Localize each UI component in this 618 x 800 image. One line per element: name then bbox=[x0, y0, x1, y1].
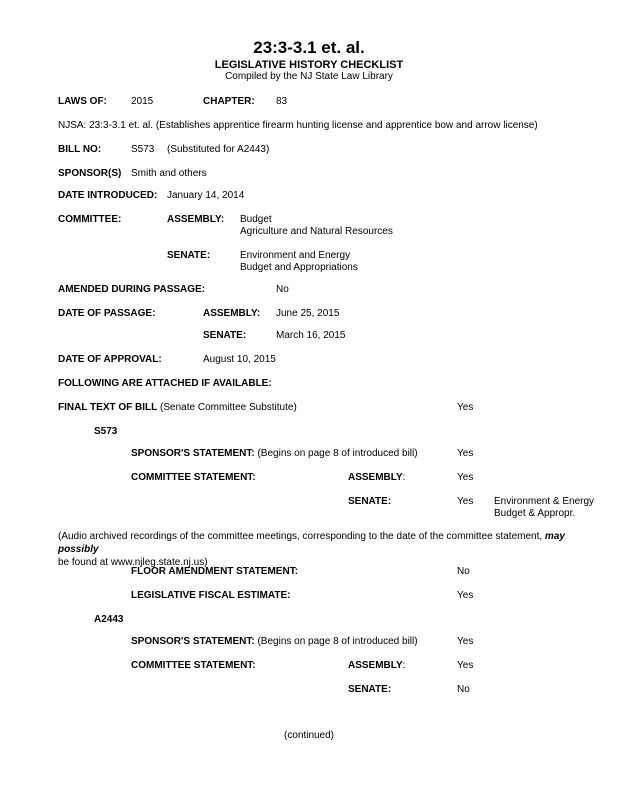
s573-assembly-line: ASSEMBLY: bbox=[348, 472, 406, 483]
a2443-senate-label: SENATE: bbox=[348, 684, 392, 695]
committee-label: COMMITTEE: bbox=[58, 214, 122, 225]
following-heading: FOLLOWING ARE ATTACHED IF AVAILABLE: bbox=[58, 378, 272, 389]
chapter-value: 83 bbox=[276, 96, 288, 107]
fiscal-estimate-value: Yes bbox=[457, 590, 474, 601]
s573-senate-value: Yes bbox=[457, 496, 474, 507]
audio-note-emphasis: may possibly bbox=[58, 531, 565, 555]
final-text-note: (Senate Committee Substitute) bbox=[160, 402, 297, 413]
bill-no-label: BILL NO: bbox=[58, 144, 102, 155]
committee-senate-value-2: Budget and Appropriations bbox=[240, 262, 358, 273]
floor-amendment-value: No bbox=[457, 566, 470, 577]
sponsor-label: SPONSOR(S) bbox=[58, 168, 122, 179]
bill-no-value: S573 bbox=[131, 144, 155, 155]
date-introduced-label: DATE INTRODUCED: bbox=[58, 190, 158, 201]
committee-assembly-value-1: Budget bbox=[240, 214, 272, 225]
passage-assembly-value: June 25, 2015 bbox=[276, 308, 340, 319]
final-text-label: FINAL TEXT OF BILL bbox=[58, 402, 158, 413]
audio-note-text-2: be found at www.njleg.state.nj.us) bbox=[58, 557, 208, 568]
a2443-committee-label: COMMITTEE STATEMENT: bbox=[131, 660, 256, 671]
bill-no-note: (Substituted for A2443) bbox=[167, 144, 270, 155]
s573-sponsor-label: SPONSOR'S STATEMENT: bbox=[131, 448, 255, 459]
a2443-sponsor-label: SPONSOR'S STATEMENT: bbox=[131, 636, 255, 647]
date-introduced-value: January 14, 2014 bbox=[167, 190, 245, 201]
a2443-assembly-label: ASSEMBLY bbox=[348, 660, 403, 671]
sponsor-value: Smith and others bbox=[131, 168, 207, 179]
s573-senate-committee-1: Environment & Energy bbox=[494, 496, 595, 507]
a2443-assembly-line: ASSEMBLY: bbox=[348, 660, 406, 671]
a2443-assembly-value: Yes bbox=[457, 660, 474, 671]
s573-assembly-value: Yes bbox=[457, 472, 474, 483]
a2443-heading: A2443 bbox=[94, 614, 124, 625]
s573-senate-committee-2: Budget & Appropr. bbox=[494, 508, 576, 519]
passage-senate-label: SENATE: bbox=[203, 330, 247, 341]
audio-note-text: (Audio archived recordings of the committee meetings, corresponding to the date of the committee statement, bbox=[58, 531, 545, 542]
a2443-sponsor-line bbox=[131, 636, 418, 648]
a2443-senate-value: No bbox=[457, 684, 470, 695]
audio-note bbox=[58, 530, 598, 569]
s573-heading: S573 bbox=[94, 426, 118, 437]
s573-sponsor-line bbox=[131, 448, 418, 460]
passage-senate-value: March 16, 2015 bbox=[276, 330, 346, 341]
s573-assembly-label: ASSEMBLY bbox=[348, 472, 403, 483]
s573-sponsor-note: (Begins on page 8 of introduced bill) bbox=[257, 448, 418, 459]
page-title: 23:3-3.1 et. al. bbox=[253, 38, 365, 57]
floor-amendment-label: FLOOR AMENDMENT STATEMENT: bbox=[131, 566, 299, 577]
compiled-by: Compiled by the NJ State Law Library bbox=[225, 71, 393, 82]
laws-of-value: 2015 bbox=[131, 96, 154, 107]
a2443-sponsor-note: (Begins on page 8 of introduced bill) bbox=[257, 636, 418, 647]
committee-assembly-value-2: Agriculture and Natural Resources bbox=[240, 226, 393, 237]
laws-of-label: LAWS OF: bbox=[58, 96, 107, 107]
amended-value: No bbox=[276, 284, 289, 295]
amended-label: AMENDED DURING PASSAGE: bbox=[58, 284, 206, 295]
s573-sponsor-value: Yes bbox=[457, 448, 474, 459]
s573-senate-label: SENATE: bbox=[348, 496, 392, 507]
date-of-passage-label: DATE OF PASSAGE: bbox=[58, 308, 156, 319]
committee-assembly-label: ASSEMBLY: bbox=[167, 214, 225, 225]
chapter-label: CHAPTER: bbox=[203, 96, 255, 107]
committee-senate-value-1: Environment and Energy bbox=[240, 250, 351, 261]
s573-committee-label: COMMITTEE STATEMENT: bbox=[131, 472, 256, 483]
fiscal-estimate-label: LEGISLATIVE FISCAL ESTIMATE: bbox=[131, 590, 291, 601]
final-text-value: Yes bbox=[457, 402, 474, 413]
passage-assembly-label: ASSEMBLY: bbox=[203, 308, 261, 319]
continued-note: (continued) bbox=[283, 730, 335, 741]
page-subtitle: LEGISLATIVE HISTORY CHECKLIST bbox=[214, 59, 404, 71]
date-of-approval-label: DATE OF APPROVAL: bbox=[58, 354, 162, 365]
date-of-approval-value: August 10, 2015 bbox=[203, 354, 276, 365]
njsa-line: NJSA: 23:3-3.1 et. al. (Establishes apprentice firearm hunting license and apprentice bow and arrow license) bbox=[58, 120, 538, 131]
committee-senate-label: SENATE: bbox=[167, 250, 211, 261]
a2443-sponsor-value: Yes bbox=[457, 636, 474, 647]
final-text-line bbox=[58, 402, 297, 414]
